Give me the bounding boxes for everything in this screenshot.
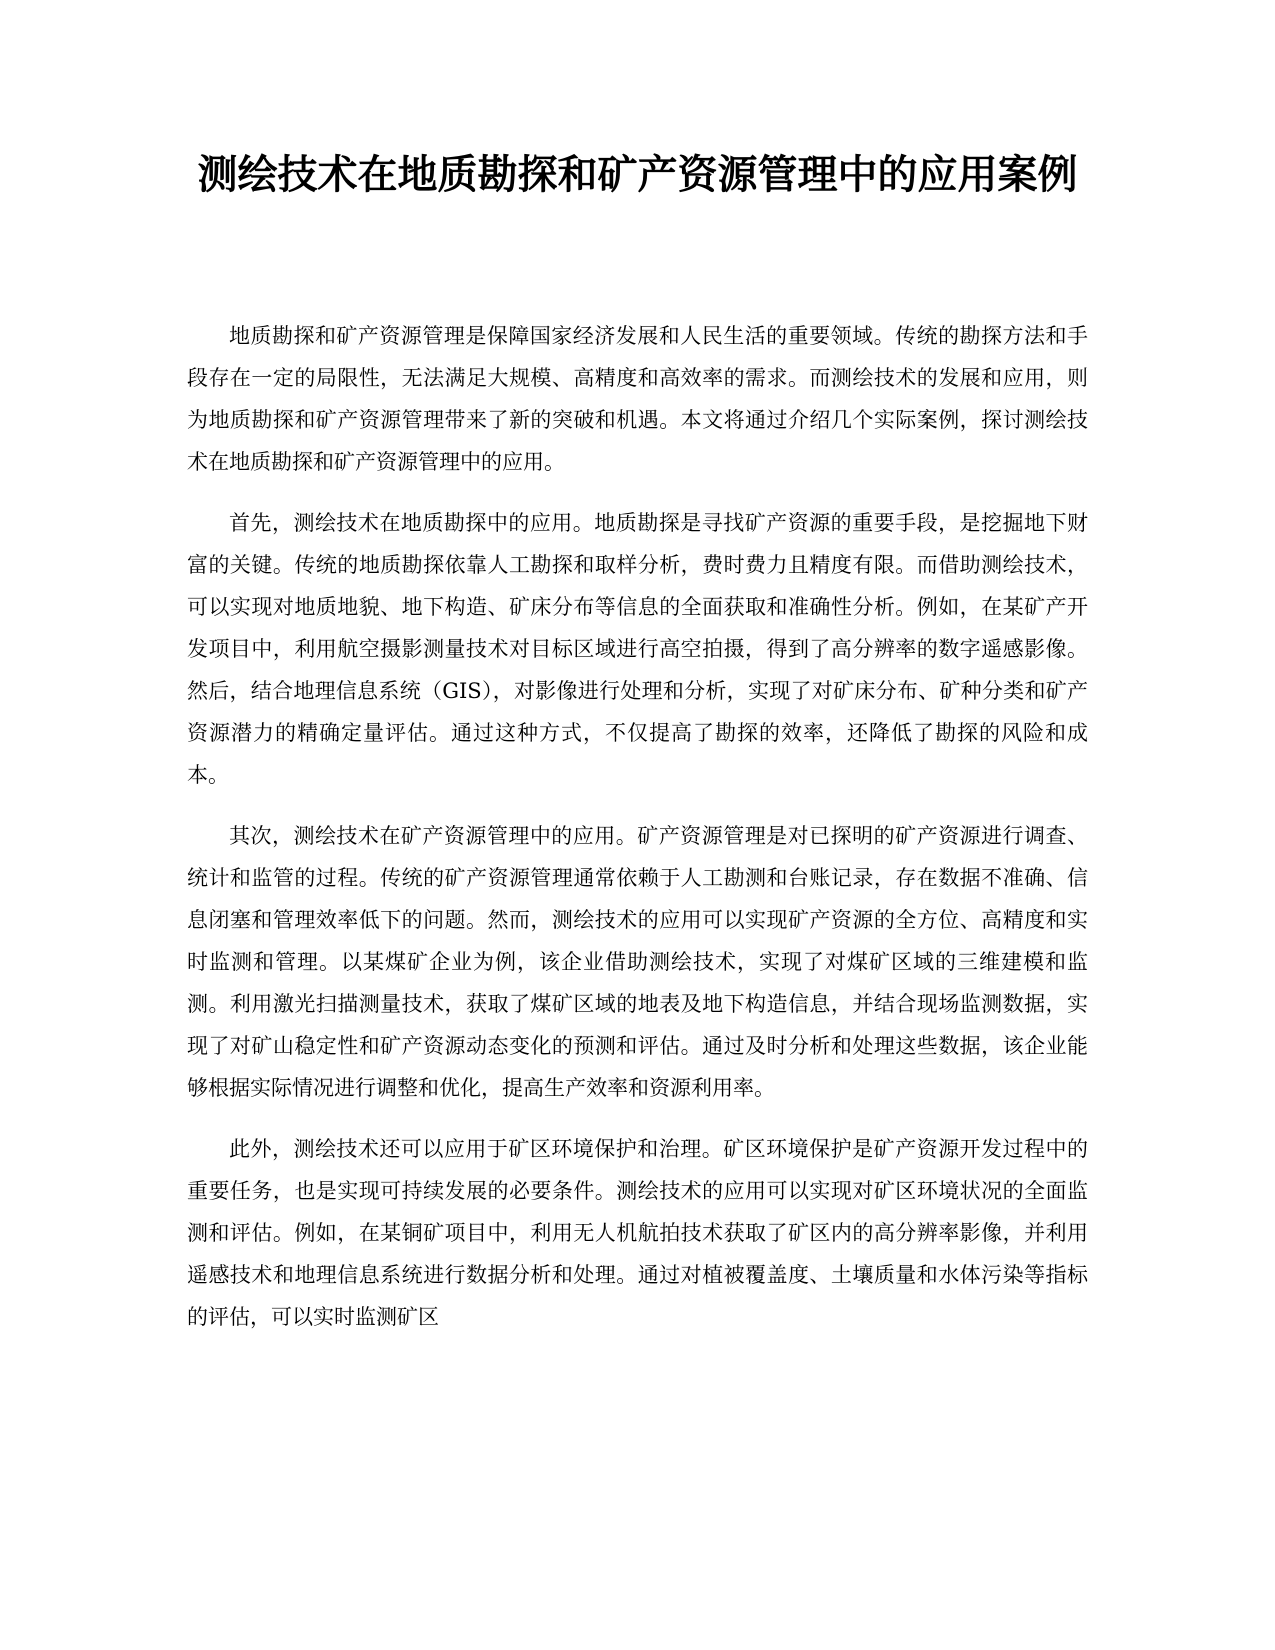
paragraph-intro: 地质勘探和矿产资源管理是保障国家经济发展和人民生活的重要领域。传统的勘探方法和手段存在一定的局限性，无法满足大规模、高精度和高效率的需求。而测绘技术的发展和应用，则为地质勘探和矿产资源管理带来了新的突破和机遇。本文将通过介绍几个实际案例，探讨测绘技术在地质勘探和矿产资源管理中的应用。 (187, 324, 1088, 474)
paragraph-environmental-protection: 此外，测绘技术还可以应用于矿区环境保护和治理。矿区环境保护是矿产资源开发过程中的重要任务，也是实现可持续发展的必要条件。测绘技术的应用可以实现对矿区环境状况的全面监测和评估。例如，在某铜矿项目中，利用无人机航拍技术获取了矿区内的高分辨率影像，并利用遥感技术和地理信息系统进行数据分析和处理。通过对植被覆盖度、土壤质量和水体污染等指标的评估，可以实时监测矿区 (187, 1137, 1088, 1329)
paragraph-resource-management: 其次，测绘技术在矿产资源管理中的应用。矿产资源管理是对已探明的矿产资源进行调查、统计和监管的过程。传统的矿产资源管理通常依赖于人工勘测和台账记录，存在数据不准确、信息闭塞和管理效率低下的问题。然而，测绘技术的应用可以实现矿产资源的全方位、高精度和实时监测和管理。以某煤矿企业为例，该企业借助测绘技术，实现了对煤矿区域的三维建模和监测。利用激光扫描测量技术，获取了煤矿区域的地表及地下构造信息，并结合现场监测数据，实现了对矿山稳定性和矿产资源动态变化的预测和评估。通过及时分析和处理这些数据，该企业能够根据实际情况进行调整和优化，提高生产效率和资源利用率。 (187, 824, 1088, 1100)
document-title: 测绘技术在地质勘探和矿产资源管理中的应用案例 (197, 152, 1078, 198)
document-body (187, 315, 1088, 1357)
paragraph-geological-exploration: 首先，测绘技术在地质勘探中的应用。地质勘探是寻找矿产资源的重要手段，是挖掘地下财富的关键。传统的地质勘探依靠人工勘探和取样分析，费时费力且精度有限。而借助测绘技术，可以实现对地质地貌、地下构造、矿床分布等信息的全面获取和准确性分析。例如，在某矿产开发项目中，利用航空摄影测量技术对目标区域进行高空拍摄，得到了高分辨率的数字遥感影像。然后，结合地理信息系统（GIS），对影像进行处理和分析，实现了对矿床分布、矿种分类和矿产资源潜力的精确定量评估。通过这种方式，不仅提高了勘探的效率，还降低了勘探的风险和成本。 (187, 511, 1088, 787)
